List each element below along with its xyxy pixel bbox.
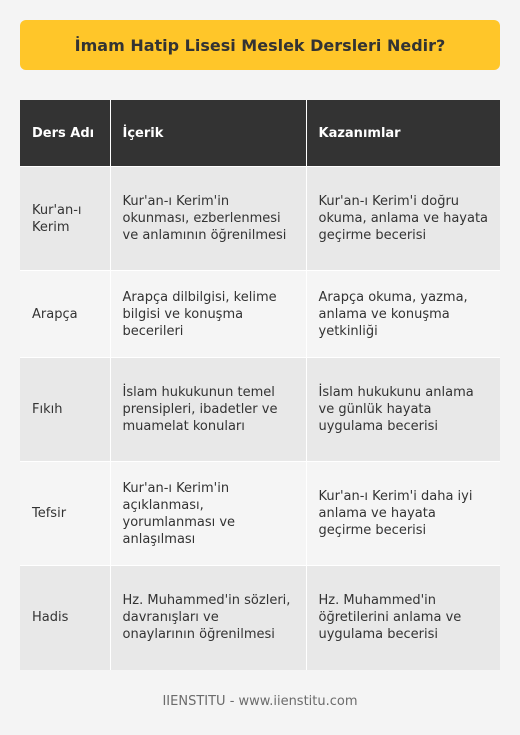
- header-icerik: İçerik: [110, 100, 306, 167]
- page-title: İmam Hatip Lisesi Meslek Dersleri Nedir?: [74, 35, 446, 55]
- header-kazanimlar: Kazanımlar: [306, 100, 500, 167]
- cell-icerik: Kur'an-ı Kerim'in okunması, ezberlenmesi ve anlamının öğrenilmesi: [110, 167, 306, 271]
- title-banner: [20, 20, 500, 70]
- cell-ders-adi: Tefsir: [20, 462, 110, 566]
- lessons-table: [20, 100, 500, 670]
- table-row: [20, 358, 500, 462]
- header-ders-adi: Ders Adı: [20, 100, 110, 167]
- table-row: [20, 167, 500, 271]
- cell-kazanimlar: Hz. Muhammed'in öğretilerini anlama ve uygulama becerisi: [306, 566, 500, 670]
- cell-icerik: İslam hukukunun temel prensipleri, ibadetler ve muamelat konuları: [110, 358, 306, 462]
- table-row: [20, 566, 500, 670]
- cell-ders-adi: Fıkıh: [20, 358, 110, 462]
- cell-icerik: Hz. Muhammed'in sözleri, davranışları ve onaylarının öğrenilmesi: [110, 566, 306, 670]
- cell-ders-adi: Hadis: [20, 566, 110, 670]
- cell-kazanimlar: İslam hukukunu anlama ve günlük hayata uygulama becerisi: [306, 358, 500, 462]
- cell-icerik: Kur'an-ı Kerim'in açıklanması, yorumlanması ve anlaşılması: [110, 462, 306, 566]
- table-row: [20, 462, 500, 566]
- footer-credit: IIENSTITU - www.iienstitu.com: [162, 694, 358, 709]
- cell-kazanimlar: Kur'an-ı Kerim'i daha iyi anlama ve hayata geçirme becerisi: [306, 462, 500, 566]
- table-header-row: [20, 100, 500, 167]
- cell-kazanimlar: Arapça okuma, yazma, anlama ve konuşma yetkinliği: [306, 271, 500, 358]
- cell-ders-adi: Kur'an-ı Kerim: [20, 167, 110, 271]
- cell-kazanimlar: Kur'an-ı Kerim'i doğru okuma, anlama ve hayata geçirme becerisi: [306, 167, 500, 271]
- cell-icerik: Arapça dilbilgisi, kelime bilgisi ve konuşma becerileri: [110, 271, 306, 358]
- cell-ders-adi: Arapça: [20, 271, 110, 358]
- table-row: [20, 271, 500, 358]
